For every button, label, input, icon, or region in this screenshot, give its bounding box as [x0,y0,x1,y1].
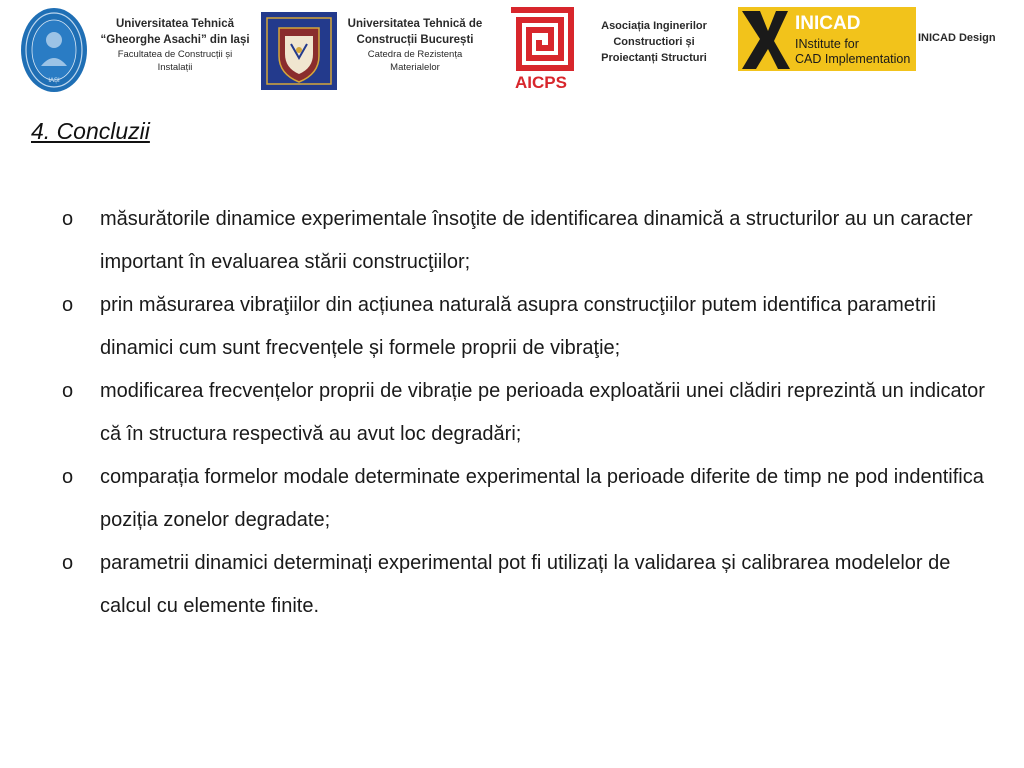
conclusion-text: prin măsurarea vibraţiilor din acțiunea naturală asupra construcţiilor putem identifica parametrii dinamici cum sunt frecvențele și formele proprii de vibraţie; [100,294,936,359]
aicps-line2: Constructiori și [613,36,695,48]
conclusion-text: parametrii dinamici determinați experimental pot fi utilizați la validarea și calibrarea modelelor de calcul cu elemente finite. [100,552,951,617]
inicad-design-label: INICAD Design [918,32,996,44]
aicps-line1: Asociația Inginerilor [601,20,707,32]
tuiasi-line2: “Gheorghe Asachi” din Iași [100,34,250,46]
inicad-logo-title: INICAD [795,13,861,34]
bullet-marker: o [62,380,74,402]
utcb-crest-logo [261,12,337,90]
conclusion-item [0,456,1024,542]
inicad-logo-sub2: CAD Implementation [795,52,911,66]
tuiasi-seal-logo [19,6,89,94]
conclusion-item [0,198,1024,284]
inicad-logo-sub1: INstitute for [795,37,859,51]
utcb-line1: Universitatea Tehnică de [347,18,483,30]
tuiasi-caption [100,16,250,74]
bullet-marker: o [62,552,74,574]
aicps-logo [505,6,577,90]
conclusion-item [0,284,1024,370]
inicad-caption [918,30,1008,46]
utcb-line3: Catedra de Rezistența [367,49,463,60]
bullet-marker: o [62,466,74,488]
tuiasi-seal-text: IAȘI [48,78,60,84]
bullet-marker: o [62,208,74,230]
tuiasi-line1: Universitatea Tehnică [115,18,235,30]
conclusions-list [0,198,1024,628]
utcb-caption [340,16,490,74]
section-title: 4. Concluzii [31,118,150,144]
tuiasi-line4: Instalații [157,62,193,73]
aicps-logo-text: AICPS [515,73,567,90]
conclusion-text: modificarea frecvențelor proprii de vibrație pe perioada exploatării unei clădiri reprezintă un indicator că în structura respectivă au avut loc degradări; [100,380,985,445]
bullet-marker: o [62,294,74,316]
header-logos [0,0,1024,100]
inicad-logo [738,7,916,71]
aicps-caption [588,18,720,66]
conclusion-text: comparația formelor modale determinate experimental la perioade diferite de timp ne pod indentifica poziția zonelor degradate; [100,466,984,531]
conclusion-item [0,542,1024,628]
utcb-line2: Construcții București [356,34,474,46]
conclusion-text: măsurătorile dinamice experimentale însoţite de identificarea dinamică a structurilor au un caracter important în evaluarea stării construcţiilor; [100,208,973,273]
conclusion-item [0,370,1024,456]
tuiasi-line3: Facultatea de Construcții și [117,49,233,60]
aicps-line3: Proiectanți Structuri [601,52,707,64]
utcb-line4: Materialelor [390,62,440,73]
